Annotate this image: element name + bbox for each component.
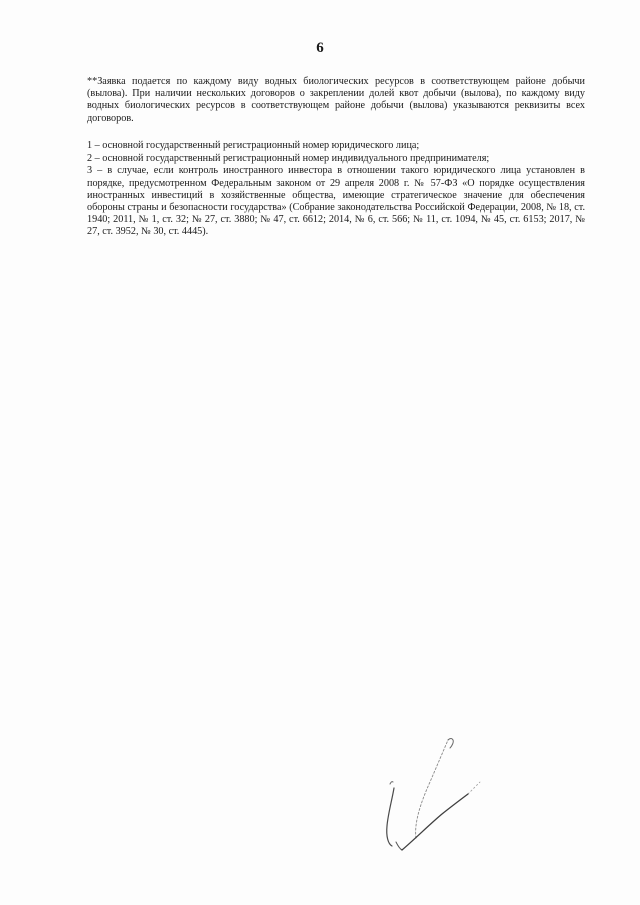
notes-list bbox=[87, 140, 585, 239]
handwritten-signature bbox=[372, 728, 502, 858]
note-item-1: 1 – основной государственный регистрационный номер юридического лица; bbox=[87, 140, 420, 151]
note-item-2: 2 – основной государственный регистрационный номер индивидуального предпринимателя; bbox=[87, 152, 490, 164]
note-item-3: 3 – в случае, если контроль иностранного инвестора в отношении такого юридического лица установлен в порядке, предусмотренном Федеральным законом от 29 апреля 2008 г. № 57-ФЗ «О порядке осуществления иностранных инвестиций в хозяйственные общества, имеющие стратегическое значение для обеспечения обороны страны и безопасности государства» (Собрание законодательства Российской Федерации, 2008, № 18, ст. 1940; 2011, № 1, ст. 32; № 27, ст. 3880; № 47, ст. 6612; 2014, № 6, ст. 566; № 11, ст. 1094, № 45, ст. 6153; 2017, № 27, ст. 3952, № 30, ст. 4445). bbox=[87, 165, 585, 238]
page-number: 6 bbox=[316, 40, 324, 56]
footnote-paragraph: **Заявка подается по каждому виду водных биологических ресурсов в соответствующем районе добычи (вылова). При наличии нескольких договоров о закреплении долей квот добычи (вылова), по каждому виду водных биологических ресурсов в соответствующем районе добычи (вылова) указываются реквизиты всех договоров. bbox=[87, 76, 585, 124]
